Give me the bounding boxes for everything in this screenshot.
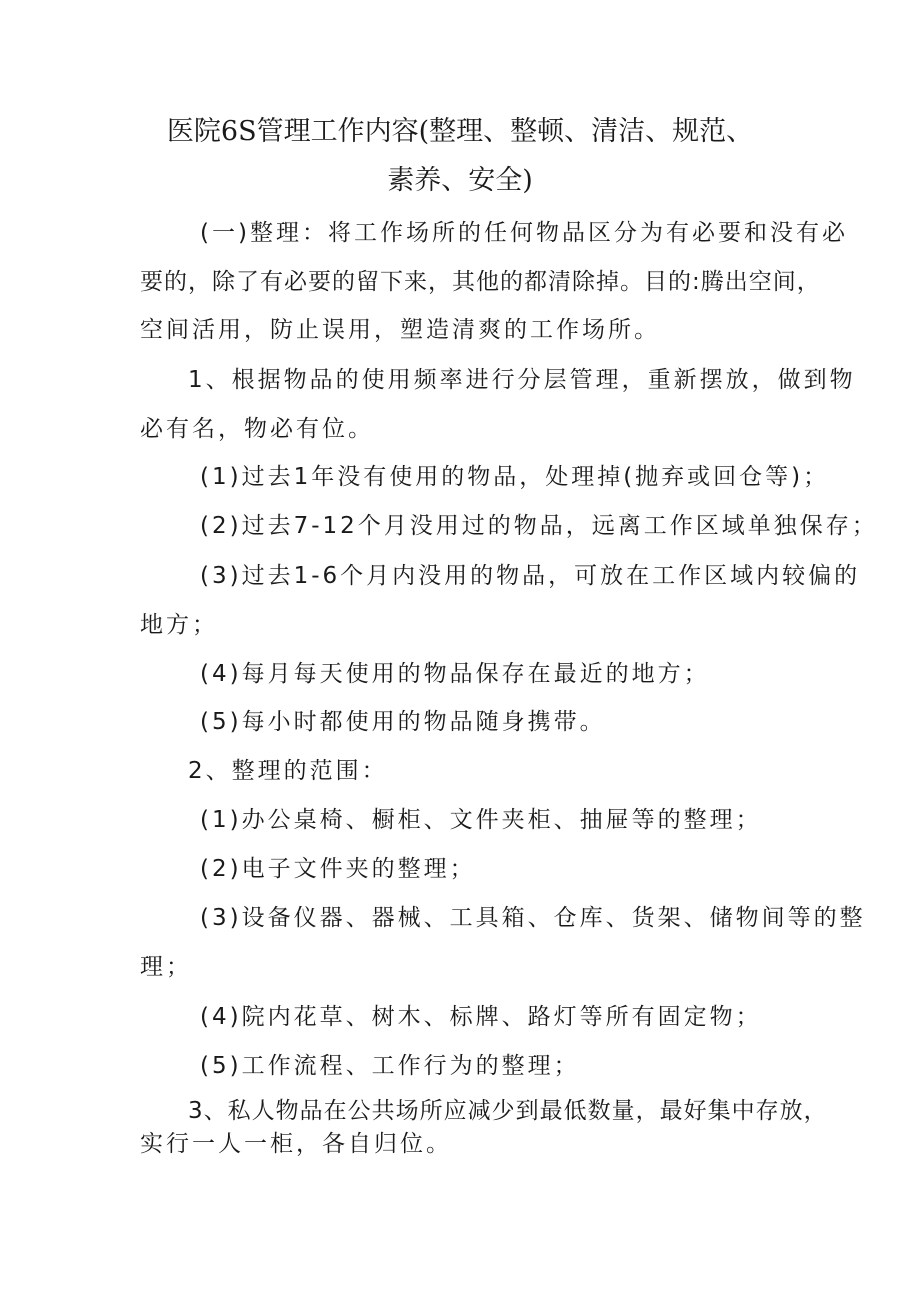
list-item: (4)院内花草、树木、标牌、路灯等所有固定物； [200,1004,762,1030]
list-item: (1)办公桌椅、橱柜、文件夹柜、抽屉等的整理； [200,807,762,833]
list-item: (2)电子文件夹的整理； [200,856,476,882]
list-item: (2)过去7-12个月没用过的物品，远离工作区域单独保存； [200,513,878,539]
paragraph-line: 实行一人一柜，各自归位。 [140,1131,452,1157]
paragraph-line: 必有名，物必有位。 [140,416,374,442]
list-item: (3)过去1-6个月内没用的物品，可放在工作区域内较偏的 [200,563,861,589]
list-item: (5)每小时都使用的物品随身携带。 [200,709,606,735]
document-title-line-1: 医院6S管理工作内容(整理、整顿、清洁、规范、 [166,116,754,147]
list-item: (3)设备仪器、器械、工具箱、仓库、货架、储物间等的整 [200,905,866,931]
paragraph-line: 要的，除了有必要的留下来，其他的都清除掉。目的:腾出空间， [140,269,821,295]
list-item: (4)每月每天使用的物品保存在最近的地方； [200,661,710,687]
list-item-continuation: 地方； [140,612,218,638]
list-item-continuation: 理； [140,954,192,980]
list-item: (1)过去1年没有使用的物品，处理掉(抛弃或回仓等)； [200,464,830,490]
section-heading: 2、整理的范围： [188,758,388,784]
document-title-line-2: 素养、安全) [387,165,533,196]
paragraph-line: 1、根据物品的使用频率进行分层管理，重新摆放，做到物 [188,367,856,393]
list-item: (5)工作流程、工作行为的整理； [200,1053,580,1079]
paragraph-line: 空间活用，防止误用，塑造清爽的工作场所。 [140,317,660,343]
paragraph-line: 3、私人物品在公共场所应减少到最低数量，最好集中存放， [188,1098,828,1124]
paragraph-line: (一)整理：将工作场所的任何物品区分为有必要和没有必 [200,220,848,246]
